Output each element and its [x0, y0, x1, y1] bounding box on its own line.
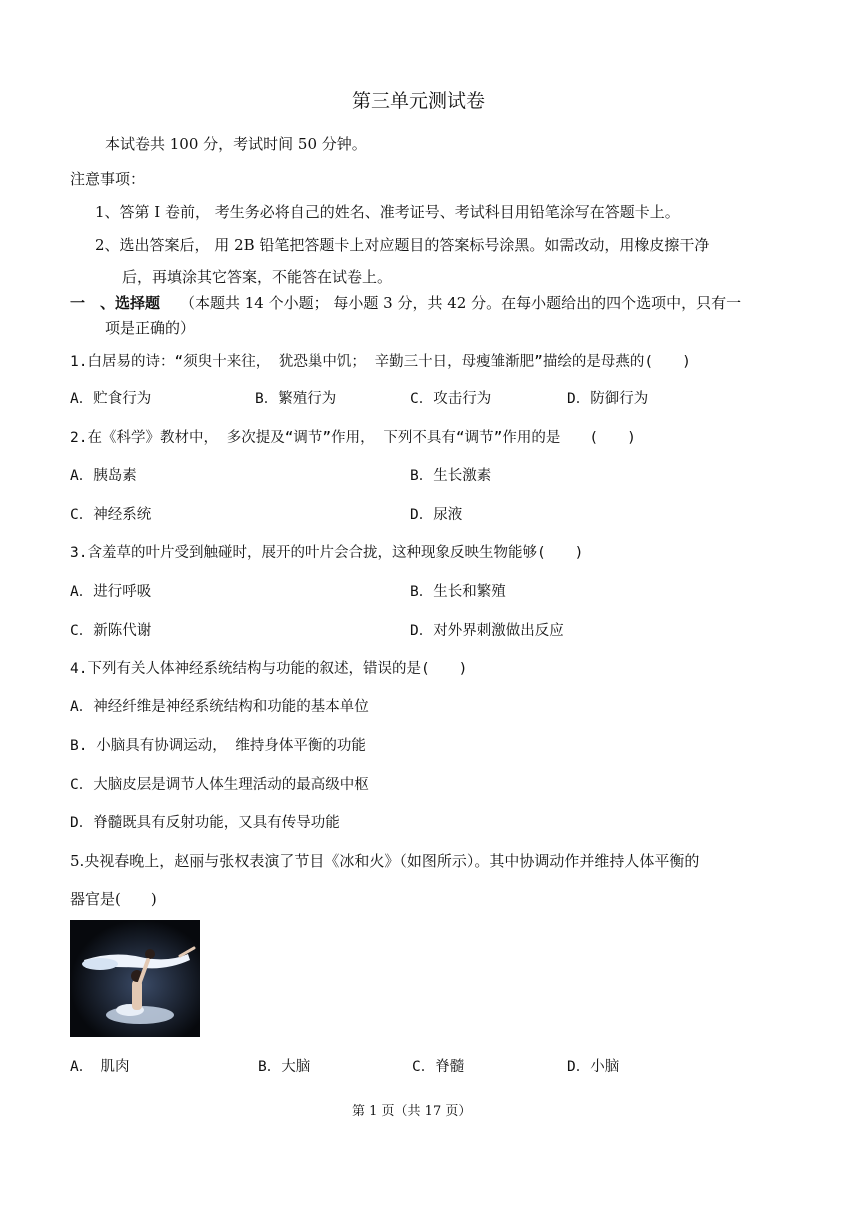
section-description-cont: 项是正确的）	[105, 319, 196, 337]
question-3-option-a: A．进行呼吸	[70, 584, 152, 600]
question-5-option-d: D．小脑	[567, 1059, 620, 1075]
question-5-option-a: A． 肌肉	[70, 1059, 130, 1075]
question-4-stem: 4.下列有关人体神经系统结构与功能的叙述，错误的是( )	[70, 661, 468, 677]
question-5-option-b: B．大脑	[258, 1059, 311, 1075]
notice-item-2-cont: 后，再填涂其它答案，不能答在试卷上。	[122, 268, 393, 286]
notice-item-1: 1、答第 I 卷前， 考生务必将自己的姓名、准考证号、考试科目用铅笔涂写在答题卡上。	[95, 203, 680, 221]
question-2-option-d: D．尿液	[410, 507, 463, 523]
question-5-stem: 5.央视春晚上，赵丽与张权表演了节目《冰和火》（如图所示）。其中协调动作并维持人体平衡的	[70, 852, 700, 870]
intro-text: 本试卷共 100 分，考试时间 50 分钟。	[105, 135, 367, 153]
page-title: 第三单元测试卷	[352, 90, 486, 112]
question-2-stem: 2.在《科学》教材中， 多次提及“调节”作用， 下列不具有“调节”作用的是 ( )	[70, 430, 636, 446]
question-5-option-c: C．脊髓	[412, 1059, 465, 1075]
question-3-stem: 3.含羞草的叶片受到触碰时，展开的叶片会合拢，这种现象反映生物能够( )	[70, 545, 584, 561]
question-4-option-b: B. 小脑具有协调运动， 维持身体平衡的功能	[70, 738, 366, 754]
question-3-option-c: C．新陈代谢	[70, 623, 152, 639]
question-4-option-d: D．脊髓既具有反射功能，又具有传导功能	[70, 815, 340, 831]
section-number: 一	[70, 294, 86, 312]
question-2-option-a: A．胰岛素	[70, 468, 137, 484]
dancers-illustration	[70, 920, 200, 1037]
section-title: 、选择题	[100, 294, 161, 312]
notice-item-2: 2、选出答案后， 用 2B 铅笔把答题卡上对应题目的答案标号涂黑。如需改动，用橡皮擦干净	[95, 236, 710, 254]
question-1-option-c: C．攻击行为	[410, 391, 492, 407]
question-1-option-a: A．贮食行为	[70, 391, 152, 407]
question-1-option-d: D．防御行为	[567, 391, 649, 407]
question-4-option-a: A．神经纤维是神经系统结构和功能的基本单位	[70, 699, 369, 715]
question-2-option-c: C．神经系统	[70, 507, 152, 523]
question-1-option-b: B．繁殖行为	[255, 391, 337, 407]
question-3-option-b: B．生长和繁殖	[410, 584, 506, 600]
question-3-option-d: D．对外界刺激做出反应	[410, 623, 564, 639]
section-description: （本题共 14 个小题； 每小题 3 分，共 42 分。在每小题给出的四个选项中，只有一	[180, 294, 742, 312]
question-4-option-c: C．大脑皮层是调节人体生理活动的最高级中枢	[70, 777, 369, 793]
question-1-stem: 1.白居易的诗：“须臾十来往， 犹恐巢中饥； 辛勤三十日，母瘦雏渐肥”描绘的是母燕的( )	[70, 354, 691, 370]
question-2-option-b: B．生长激素	[410, 468, 492, 484]
notice-label: 注意事项：	[70, 170, 146, 188]
dance-performance-image	[70, 920, 200, 1037]
page-footer: 第 1 页（共 17 页）	[352, 1104, 472, 1119]
question-5-stem-cont: 器官是( )	[70, 890, 157, 908]
